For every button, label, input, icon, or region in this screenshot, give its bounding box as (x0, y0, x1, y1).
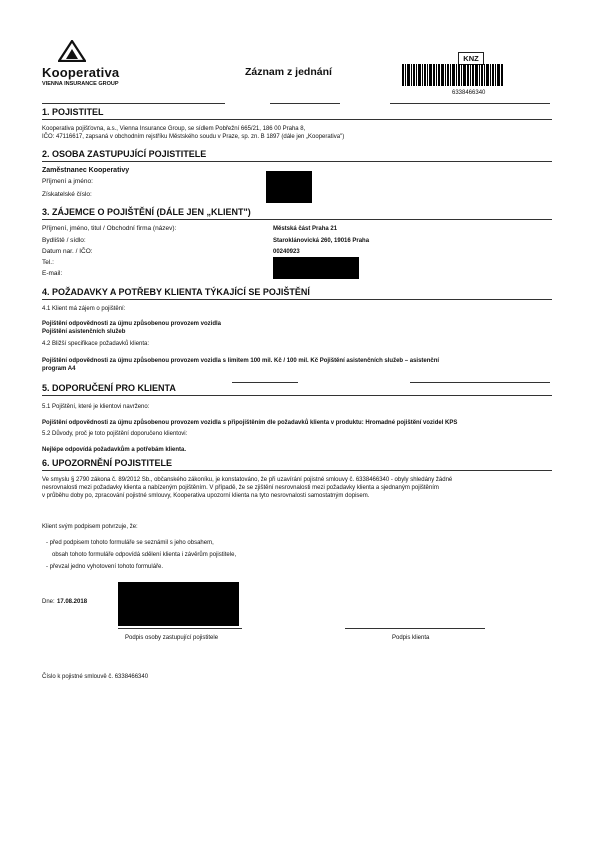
employee-subheading: Zaměstnanec Kooperativy (42, 167, 130, 174)
confirmation-item: - převzal jedno vyhotovení tohoto formuláře. (46, 564, 164, 570)
client-name-value: Městská část Praha 21 (273, 226, 338, 232)
section-2-heading: 2. OSOBA ZASTUPUJÍCÍ POJISTITELE (42, 149, 207, 159)
confirmation-item: obsah tohoto formuláře odpovídá sdělení klienta i závěrům pojistitele, (52, 552, 237, 558)
client-address-label: Bydliště / sídlo: (42, 237, 86, 244)
redacted-signature (118, 582, 239, 626)
insurer-address: Kooperativa pojišťovna, a.s., Vienna Insurance Group, se sídlem Pobřežní 665/21, 186 00 Praha 8, (42, 126, 306, 132)
section-rule (42, 119, 552, 120)
client-address-value: Staroklánovická 260, 19016 Praha (273, 238, 370, 244)
recommendation-intro: 5.1 Pojištění, které je klientovi navrženo: (42, 404, 150, 410)
section-rule (42, 219, 552, 220)
client-signature-caption: Podpis klienta (392, 635, 430, 641)
requirement-item: Pojištění asistenčních služeb (42, 329, 126, 335)
footer-contract-number: Číslo k pojistné smlouvě č. 6338466340 (42, 674, 149, 680)
insurer-signature-caption: Podpis osoby zastupující pojistitele (125, 635, 219, 641)
barcode-number: 6338466340 (452, 90, 486, 96)
client-ico-value: 00240923 (273, 249, 300, 255)
requirement-intro: 4.1 Klient má zájem o pojištění: (42, 306, 126, 312)
section-6-heading: 6. UPOZORNĚNÍ POJISTITELE (42, 458, 173, 468)
section-rule (42, 395, 552, 396)
section-rule (42, 161, 552, 162)
redacted-block (273, 257, 359, 279)
header-rule (270, 103, 340, 104)
barcode (402, 64, 504, 86)
requirement-spec-text: Pojištění odpovědnosti za újmu způsobenou provozem vozidla s limitem 100 mil. Kč / 100 mil. Kč Pojištění asistenčních služeb – asistenční (42, 358, 440, 364)
section-rule (42, 299, 552, 300)
date-label: Dne: (42, 599, 55, 605)
requirement-item: Pojištění odpovědnosti za újmu způsobenou provozem vozidla (42, 321, 222, 327)
signature-line (345, 628, 485, 629)
confirmation-intro: Klient svým podpisem potvrzuje, že: (42, 524, 138, 530)
redacted-block (266, 171, 312, 203)
recommendation-reason-label: 5.2 Důvody, proč je toto pojištění doporučeno klientovi: (42, 431, 188, 437)
section-rule (42, 470, 552, 471)
warning-text: Ve smyslu § 2790 zákona č. 89/2012 Sb., občanského zákoníku, je konstatováno, že při uzavírání pojistné smlouvy č. 6338466340 - obyly shledány žádné (42, 477, 453, 483)
requirement-spec-label: 4.2 Bližší specifikace požadavků klienta: (42, 341, 150, 347)
section-rule (410, 382, 550, 383)
signature-line (118, 628, 242, 629)
knz-badge: KNZ (458, 52, 484, 65)
section-5-heading: 5. DOPORUČENÍ PRO KLIENTA (42, 383, 176, 393)
employee-number-label: Získatelské číslo: (42, 191, 92, 198)
insurer-registration: IČO: 47116617, zapsaná v obchodním rejstříku Městského soudu v Praze, sp. zn. B 1897 (dále jen „Kooperativa") (42, 134, 345, 140)
brand-name: Kooperativa (42, 65, 120, 80)
warning-text: nesrovnalosti mezi požadavky klienta a nabízeným pojištěním. V případě, že se zjištění nesrovnalosti mezi požadavky klienta a sjednaným pojištěním (42, 485, 439, 491)
section-3-heading: 3. ZÁJEMCE O POJIŠTĚNÍ (DÁLE JEN „KLIENT") (42, 207, 251, 217)
recommendation-text: Pojištění odpovědnosti za újmu způsobenou provozem vozidla s připojištěním dle požadavků klienta v produktu: Hromadné pojištění vozidel KPS (42, 420, 458, 426)
client-ico-label: Datum nar. / IČO: (42, 248, 93, 255)
section-rule (232, 382, 298, 383)
brand-subtitle: VIENNA INSURANCE GROUP (42, 81, 119, 87)
warning-text: v průběhu doby po, zpracování pojistné smlouvy, Kooperativa upozorní klienta na tyto nesrovnalosti samostatným dopisem. (42, 493, 370, 499)
client-email-label: E-mail: (42, 270, 63, 277)
section-1-heading: 1. POJISTITEL (42, 107, 104, 117)
page-title: Záznam z jednání (245, 66, 332, 78)
header-rule (42, 103, 225, 104)
date-value: 17.08.2018 (57, 599, 88, 605)
recommendation-reason: Nejlépe odpovídá požadavkům a potřebám klienta. (42, 447, 187, 453)
confirmation-item: - před podpisem tohoto formuláře se seznámil s jeho obsahem, (46, 540, 214, 546)
header-rule (390, 103, 550, 104)
requirement-spec-text: program A4 (42, 366, 76, 372)
employee-name-label: Příjmení a jméno: (42, 178, 93, 185)
client-phone-label: Tel.: (42, 259, 54, 266)
section-4-heading: 4. POŽADAVKY A POTŘEBY KLIENTA TÝKAJÍCÍ SE POJIŠTĚNÍ (42, 287, 310, 297)
kooperativa-logo-icon (58, 40, 86, 62)
client-name-label: Příjmení, jméno, titul / Obchodní firma (název): (42, 225, 177, 232)
